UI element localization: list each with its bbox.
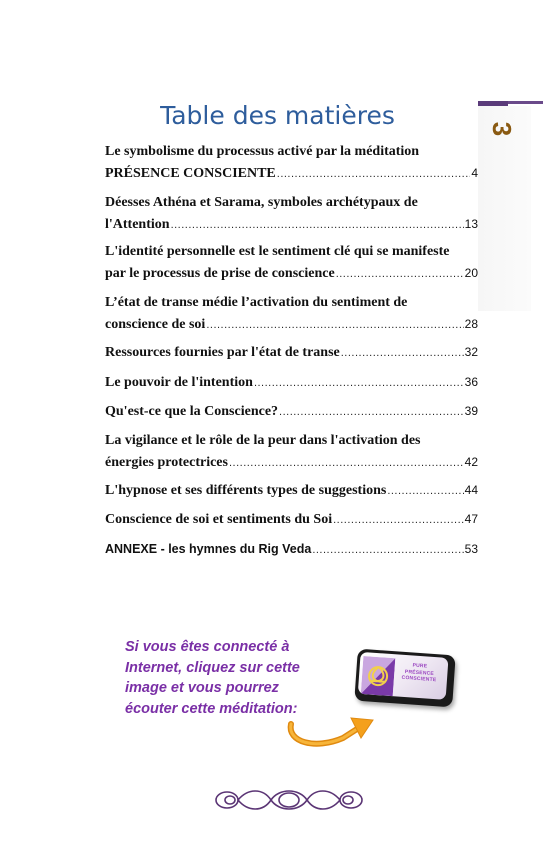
dot-leader	[341, 343, 464, 365]
dot-leader	[206, 315, 463, 337]
toc-page-number: 44	[464, 483, 478, 497]
invite-line: Si vous êtes connecté à	[125, 639, 290, 655]
play-meditation-button[interactable]	[354, 649, 455, 708]
toc-entry-title: Le pouvoir de l'intention	[105, 375, 253, 390]
toc-entry-line: Le symbolisme du processus activé par la méditation	[105, 144, 420, 159]
toc-entry[interactable]	[105, 342, 478, 365]
toc-entry-line: Déesses Athéna et Sarama, symboles archétypaux de	[105, 195, 418, 210]
toc-page-number: 28	[464, 316, 478, 331]
invite-line: écouter cette méditation:	[125, 700, 298, 717]
toc-entry[interactable]	[105, 430, 478, 474]
dot-leader	[254, 373, 464, 395]
toc-entry[interactable]	[105, 192, 478, 236]
toc-entry-title: l'Attention	[105, 216, 170, 232]
toc-title: Table des matières	[160, 101, 395, 130]
toc-entry-title: par le processus de prise de conscience	[105, 265, 335, 281]
toc-entry[interactable]	[105, 141, 478, 185]
toc-entry-line: L'identité personnelle est le sentiment clé qui se manifeste	[105, 244, 450, 259]
toc-page-number: 36	[464, 375, 478, 389]
toc-entry-title: PRÉSENCE CONSCIENTE	[105, 165, 276, 181]
toc-entry-title: Ressources fournies par l'état de transe	[105, 345, 340, 360]
toc-entry-title: Conscience de soi et sentiments du Soi	[105, 512, 333, 527]
button-face	[358, 652, 449, 700]
dot-leader	[229, 453, 464, 475]
toc-entry[interactable]	[105, 372, 478, 395]
toc-entry[interactable]	[105, 480, 478, 503]
triquetra-logo-icon	[361, 656, 396, 696]
invite-text	[125, 637, 325, 719]
toc-entry-title: L'hypnose et ses différents types de suggestions	[105, 483, 387, 498]
toc-entry-title: conscience de soi	[105, 316, 206, 332]
toc-entry-title: Qu'est-ce que la Conscience?	[105, 404, 279, 419]
toc-page-number: 13	[464, 216, 478, 231]
toc-entry-line: L’état de transe médie l’activation du sentiment de	[105, 295, 408, 310]
page-number: 3	[487, 121, 517, 137]
toc-entry-title: ANNEXE - les hymnes du Rig Veda	[105, 542, 312, 556]
dot-leader	[171, 215, 464, 237]
toc-entry[interactable]	[105, 401, 478, 424]
toc-page-number: 32	[464, 345, 478, 359]
dot-leader	[279, 402, 464, 424]
swirl-ornament-icon	[213, 786, 365, 814]
button-label	[395, 661, 444, 684]
button-label-line: PRÉSENCE	[404, 668, 435, 677]
invite-line: Internet, cliquez sur cette	[125, 659, 300, 676]
toc-entry[interactable]	[105, 539, 478, 562]
toc-page-number: 42	[464, 454, 478, 469]
toc-entry-title: énergies protectrices	[105, 454, 228, 470]
dot-leader	[387, 481, 463, 503]
dot-leader	[333, 510, 464, 532]
button-label-line: CONSCIENTE	[401, 674, 437, 684]
toc-page-number: 53	[464, 542, 478, 556]
toc-page-number: 20	[464, 265, 478, 280]
toc-entry[interactable]	[105, 292, 478, 336]
toc-entry-line: La vigilance et le rôle de la peur dans l'activation des	[105, 433, 421, 448]
dot-leader	[312, 540, 463, 562]
toc-page-number: 47	[464, 512, 478, 526]
button-label-line: PURE	[412, 662, 428, 670]
toc-entry[interactable]	[105, 509, 478, 532]
dot-leader	[336, 264, 464, 286]
dot-leader	[277, 164, 471, 186]
curved-arrow-icon	[285, 712, 377, 752]
toc-page-number: 39	[464, 404, 478, 418]
invite-line: image et vous pourrez	[125, 680, 279, 696]
toc-page-number: 4	[471, 165, 478, 180]
toc-entry[interactable]	[105, 241, 478, 285]
